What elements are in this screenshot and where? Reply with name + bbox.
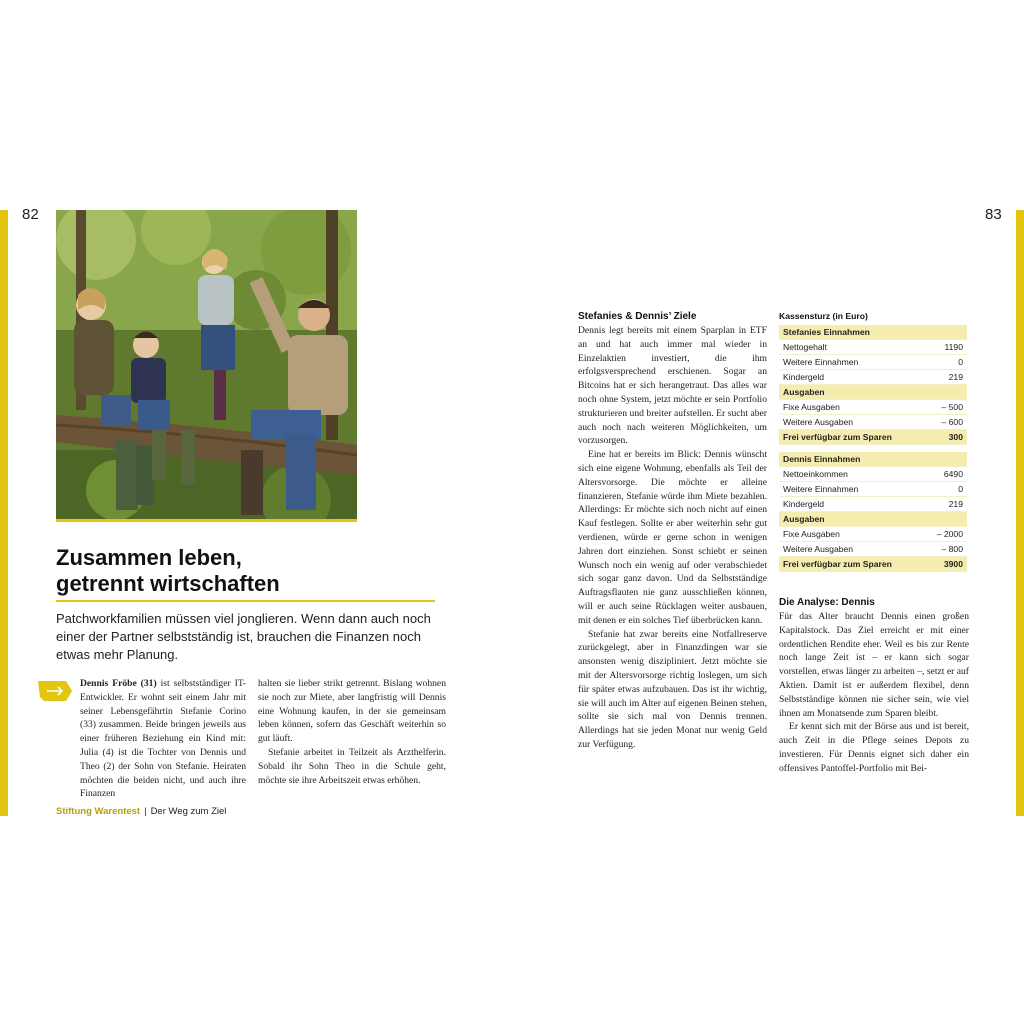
table-row: Kindergeld 219 <box>779 370 967 385</box>
table-row: Fixe Ausgaben – 2000 <box>779 527 967 542</box>
analysis-column <box>779 596 969 776</box>
left-accent-bar <box>0 210 8 816</box>
right-accent-bar <box>1016 210 1024 816</box>
table-row: Weitere Einnahmen 0 <box>779 355 967 370</box>
analysis-paragraph: Für das Alter braucht Dennis einen großen Kapitalstock. Das Ziel erreicht er mit einer ordentlichen Rendite eher. Weil es bis zur Rente noch lange Zeit ist – er kann sich sogar vorstellen, etwas länger zu arbeiten –, setzt er auf Aktien. Damit ist er außerdem flexibel, denn Selbstständige können nie sicher sein, wie viel ihnen am Monatsende zum Sparen bleibt. <box>779 611 969 719</box>
table-section-head: Dennis Einnahmen <box>779 452 967 467</box>
intro-text: ist selbstständiger IT-Entwickler. Er wohnt seit einem Jahr mit seiner Lebensgefährtin Stefanie Corino (33) zusammen. Beide bringen jeweils aus einer früheren Beziehung ein Kind mit: Julia (4) ist die Tochter von Dennis und Theo (2) der Sohn von Stefanie. Heiraten möchten die beiden nicht, und auch ihre Finanzen <box>80 678 246 800</box>
table-section-head: Ausgaben <box>779 385 967 400</box>
family-photo <box>56 210 357 522</box>
article-headline <box>56 545 436 597</box>
lead-paragraph: Patchworkfamilien müssen viel jonglieren. Wenn dann auch noch einer der Partner selbstständig ist, brauchen die Finanzen noch etwas mehr Planung. <box>56 611 431 662</box>
page-number-right: 83 <box>985 206 1002 223</box>
table-row: Kindergeld 219 <box>779 497 967 512</box>
table-section-head: Ausgaben <box>779 512 967 527</box>
table-row: Nettoeinkommen 6490 <box>779 467 967 482</box>
footer-separator: | <box>144 806 147 817</box>
intro-column-1 <box>80 677 246 801</box>
footer-title: Der Weg zum Ziel <box>150 806 227 817</box>
goals-paragraph: Dennis legt bereits mit einem Sparplan in ETF an und hat auch immer mal wieder in Einzelaktien investiert, die ihm erfolgsversprechend erschienen. Sogar an Bitcoins hat er sich herangetraut. Das alles war noch ohne System, jetzt möchte er sein Portfolio strukturieren und breiter aufstellen. Er sucht aber auch noch nach weiteren Möglichkeiten, um vorzusorgen. <box>578 325 767 447</box>
goals-paragraph: Eine hat er bereits im Blick: Dennis wünscht sich eine eigene Wohnung, ebenfalls als Teil der Altersvorsorge. Die möchte er alleine finanzieren, Stefanie würde ihm Miete bezahlen. Allerdings: Er möchte sich noch nicht auf einen Kauf festlegen. Sollte er aber weiterhin sehr gut verdienen, würde er gerne schon in wenigen Jahren dort einziehen. Sonst schiebt er seinen Wunsch noch ein wenig auf oder verabschiedet sich sogar ganz davon. Und da Selbstständige Auftragsflauten nie ganz ausschließen können, will er auch seine Rücklagen weiter ausbauen, mit denen er ein solches Tief überbrücken kann. <box>578 449 767 626</box>
headline-rule <box>56 600 435 602</box>
goals-column <box>578 310 767 752</box>
budget-table <box>779 310 967 572</box>
running-footer <box>56 806 226 817</box>
intro-column-2 <box>258 677 446 787</box>
table-row: Weitere Ausgaben – 600 <box>779 415 967 430</box>
person-name: Dennis Fröbe (31) <box>80 678 157 689</box>
footer-brand: Stiftung Warentest <box>56 806 141 817</box>
table-row: Nettogehalt 1190 <box>779 340 967 355</box>
table-row: Weitere Einnahmen 0 <box>779 482 967 497</box>
goals-heading: Stefanies & Dennis’ Ziele <box>578 311 697 322</box>
table-total-row: Frei verfügbar zum Sparen 3900 <box>779 557 967 572</box>
goals-paragraph: Stefanie hat zwar bereits eine Notfallreserve zurückgelegt, aber in Finanzdingen war sie ansonsten wenig diszipliniert. Jetzt möchte sie mit der Altersvorsorge richtig loslegen, um sich für später etwas aufzubauen. Das ist ihr wichtig, sie will auch im Alter auf eigenen Beinen stehen, sollte sie sich mal von Dennis trennen. Allerdings hat sie jeden Monat nur wenig Geld zur Verfügung. <box>578 628 767 750</box>
table-row: Weitere Ausgaben – 800 <box>779 542 967 557</box>
arrow-marker-icon <box>38 679 72 703</box>
analysis-heading: Die Analyse: Dennis <box>779 597 875 608</box>
intro-paragraph: Stefanie arbeitet in Teilzeit als Arzthelferin. Sobald ihr Sohn Theo in die Schule geht, möchte sie ihre Arbeitszeit etwas erhöhen. <box>258 746 446 786</box>
analysis-paragraph: Er kennt sich mit der Börse aus und ist bereit, auch Zeit in die Pflege seines Depots zu investieren. Für Dennis eignet sich daher ein offensives Pantoffel-Portfolio mit Bei- <box>779 721 969 774</box>
page-number-left: 82 <box>22 206 39 223</box>
table-title: Kassensturz (in Euro) <box>779 311 868 321</box>
headline-line-2: getrennt wirtschaften <box>56 571 280 596</box>
table-row: Fixe Ausgaben – 500 <box>779 400 967 415</box>
intro-paragraph: halten sie lieber strikt getrennt. Bislang wohnen sie noch zur Miete, aber langfristig will Dennis eine Wohnung kaufen, in der sie gemeinsam leben können, sofern das Geschäft weiterhin so gut läuft. <box>258 678 446 745</box>
table-total-row: Frei verfügbar zum Sparen 300 <box>779 430 967 445</box>
table-section-head: Stefanies Einnahmen <box>779 325 967 340</box>
headline-line-1: Zusammen leben, <box>56 545 242 570</box>
